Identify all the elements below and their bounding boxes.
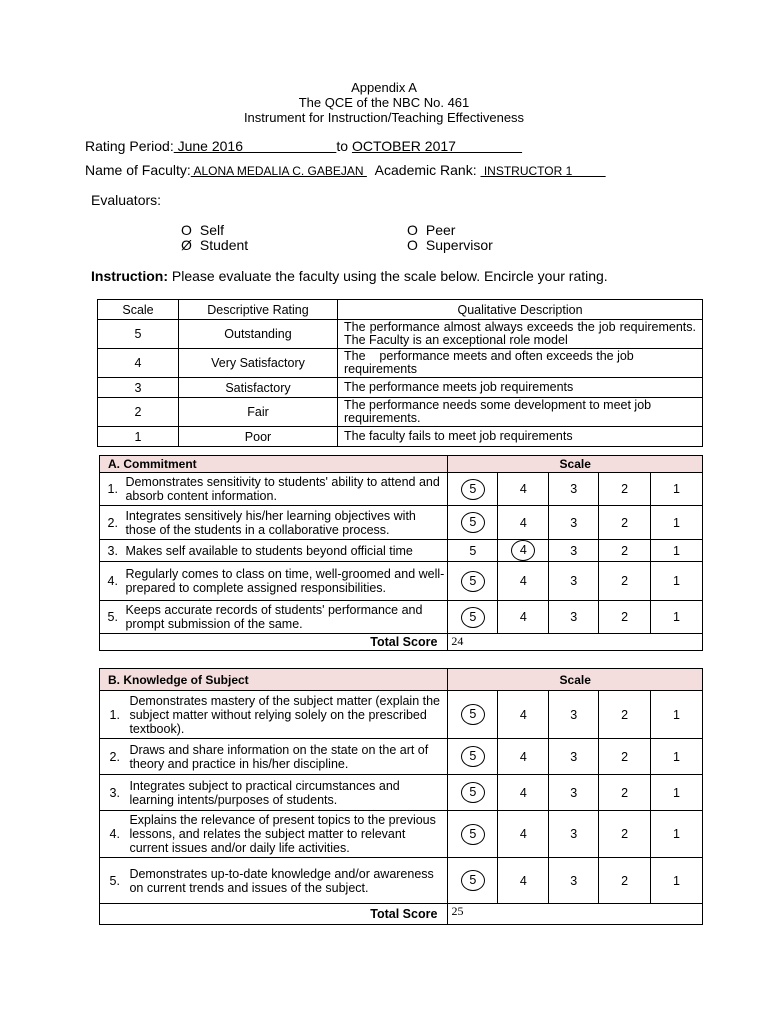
section-a-title: A. Commitment <box>100 456 448 473</box>
rating-option[interactable]: 3 <box>570 873 578 888</box>
rating-cell-3[interactable] <box>549 506 599 540</box>
rating-cell-4[interactable] <box>498 739 549 775</box>
rating-option[interactable]: 1 <box>673 482 680 496</box>
rating-cell-4[interactable] <box>498 506 549 540</box>
rating-cell-3[interactable] <box>549 858 599 904</box>
rating-option[interactable]: 5 <box>461 824 485 845</box>
criterion-text: Keeps accurate records of students' performance and prompt submission of the same. <box>125 601 447 634</box>
rating-cell-3[interactable] <box>549 540 599 562</box>
rating-option[interactable]: 4 <box>519 707 527 722</box>
commitment-table <box>99 455 703 651</box>
rating-option[interactable]: 3 <box>570 785 578 800</box>
criterion-text: Integrates sensitively his/her learning objectives with those of the students in a collaborative process. <box>125 506 447 540</box>
instruction-text: Please evaluate the faculty using the scale below. Encircle your rating. <box>168 268 608 284</box>
criterion-number: 3. <box>100 540 126 562</box>
scale-rating: Poor <box>179 427 338 447</box>
rating-option[interactable]: 3 <box>570 543 578 558</box>
scale-row <box>98 398 703 427</box>
rating-cell-1[interactable] <box>651 739 703 775</box>
appendix-label: Appendix A <box>351 80 417 95</box>
scale-row <box>98 427 703 447</box>
scale-rating: Fair <box>179 398 338 427</box>
rating-period-to: OCTOBER 2017 <box>351 138 523 154</box>
section-a-scale-label: Scale <box>448 456 703 473</box>
rating-cell-3[interactable] <box>549 691 599 739</box>
rating-option[interactable]: 2 <box>621 785 629 800</box>
rating-option[interactable]: 1 <box>673 574 680 588</box>
rating-cell-3[interactable] <box>549 562 599 601</box>
rating-cell-2[interactable] <box>599 811 651 858</box>
scale-description: The performance meets job requirements <box>338 378 703 398</box>
rating-cell-5[interactable] <box>448 739 498 775</box>
rating-option[interactable]: 5 <box>461 512 485 533</box>
rating-option[interactable]: 4 <box>519 515 527 530</box>
criterion-row <box>100 473 703 506</box>
rating-option[interactable]: 2 <box>621 543 629 558</box>
radio-self: O <box>181 222 192 238</box>
rating-cell-3[interactable] <box>549 811 599 858</box>
rating-cell-1[interactable] <box>651 540 703 562</box>
criterion-text: Explains the relevance of present topics to the previous lessons, and relates the subject matter to relevant current issues and/or daily life activities. <box>129 811 447 858</box>
criterion-number: 2. <box>100 506 126 540</box>
rating-option[interactable]: 2 <box>621 574 629 588</box>
scale-description: The faculty fails to meet job requirements <box>338 427 703 447</box>
criterion-row <box>100 739 703 775</box>
criterion-text: Demonstrates up-to-date knowledge and/or awareness on current trends and issues of the subject. <box>129 858 447 904</box>
knowledge-total-row <box>100 904 703 925</box>
scale-table-header <box>98 300 703 320</box>
rating-option[interactable]: 5 <box>461 870 485 891</box>
rating-option[interactable]: 3 <box>570 515 578 530</box>
descriptive-rating-header: Descriptive Rating <box>179 300 338 320</box>
rating-option[interactable]: 3 <box>570 707 578 722</box>
commitment-total-row <box>100 634 703 651</box>
rating-option[interactable]: 3 <box>570 610 578 624</box>
rating-cell-1[interactable] <box>651 506 703 540</box>
criterion-row <box>100 858 703 904</box>
criterion-row <box>100 811 703 858</box>
rating-cell-1[interactable] <box>651 775 703 811</box>
rating-cell-4[interactable] <box>498 540 549 562</box>
criterion-text: Demonstrates mastery of the subject matter (explain the subject matter without relying solely on the prescribed textbook). <box>129 691 447 739</box>
rating-cell-4[interactable] <box>498 562 549 601</box>
evaluator-self <box>181 222 224 238</box>
section-a-total-score: 24 <box>448 634 703 651</box>
rating-period-to-label: to <box>336 138 352 154</box>
radio-supervisor: O <box>407 237 418 253</box>
rating-option[interactable]: 3 <box>570 827 578 841</box>
radio-student-checked: Ø <box>181 237 192 253</box>
scale-rating: Satisfactory <box>179 378 338 398</box>
rating-option[interactable]: 5 <box>461 746 485 767</box>
rating-option[interactable]: 4 <box>511 540 535 561</box>
evaluator-peer <box>407 222 455 238</box>
scale-description: The performance meets and often exceeds the job requirements <box>338 349 703 378</box>
criterion-number: 1. <box>100 473 126 506</box>
instruction-label: Instruction: <box>91 268 168 284</box>
rating-option[interactable]: 5 <box>461 607 485 628</box>
section-b-scale-label: Scale <box>448 669 703 691</box>
criterion-row <box>100 691 703 739</box>
rating-cell-2[interactable] <box>599 858 651 904</box>
rating-cell-2[interactable] <box>599 562 651 601</box>
section-a-total-label: Total Score <box>100 634 448 651</box>
rating-period-label: Rating Period: <box>85 138 174 154</box>
rating-option[interactable]: 1 <box>673 543 680 558</box>
rating-cell-3[interactable] <box>549 473 599 506</box>
rating-cell-3[interactable] <box>549 775 599 811</box>
rating-cell-5[interactable] <box>448 540 498 562</box>
criterion-number: 4. <box>100 811 130 858</box>
commitment-header <box>100 456 703 473</box>
document-title: Instrument for Instruction/Teaching Effectiveness <box>243 110 525 125</box>
rating-option[interactable]: 2 <box>621 749 629 764</box>
rating-option[interactable]: 1 <box>673 873 680 888</box>
rating-cell-1[interactable] <box>651 691 703 739</box>
criterion-row <box>100 562 703 601</box>
rating-option[interactable]: 5 <box>461 704 485 725</box>
evaluator-student-label: Student <box>199 237 249 253</box>
rating-cell-2[interactable] <box>599 739 651 775</box>
evaluator-supervisor <box>407 237 493 253</box>
knowledge-header <box>100 669 703 691</box>
criterion-text: Demonstrates sensitivity to students' ability to attend and absorb content information. <box>125 473 447 506</box>
rating-cell-2[interactable] <box>599 601 651 634</box>
rating-option[interactable]: 3 <box>570 482 578 496</box>
scale-description: The performance needs some development to meet job requirements. <box>338 398 703 427</box>
rating-option[interactable]: 3 <box>570 749 578 764</box>
rating-cell-1[interactable] <box>651 811 703 858</box>
faculty-row <box>85 162 606 178</box>
criterion-text: Integrates subject to practical circumstances and learning intents/purposes of students. <box>129 775 447 811</box>
scale-row <box>98 320 703 349</box>
scale-value: 1 <box>98 427 179 447</box>
section-b-total-score: 25 <box>448 904 703 925</box>
rating-option[interactable]: 4 <box>519 610 527 624</box>
criterion-text: Regularly comes to class on time, well-groomed and well-prepared to complete assigned responsibilities. <box>125 562 447 601</box>
rating-option[interactable]: 4 <box>519 482 527 496</box>
criterion-row <box>100 540 703 562</box>
rating-option[interactable]: 1 <box>673 827 680 841</box>
section-b-title: B. Knowledge of Subject <box>100 669 448 691</box>
rating-option[interactable]: 2 <box>621 827 629 841</box>
rating-option[interactable]: 4 <box>519 873 527 888</box>
rating-period-row <box>85 138 522 154</box>
rating-option[interactable]: 2 <box>621 873 629 888</box>
rating-option[interactable]: 5 <box>469 543 477 558</box>
rating-cell-4[interactable] <box>498 775 549 811</box>
academic-rank-label: Academic Rank: <box>374 162 477 178</box>
rating-scale-table <box>97 299 703 447</box>
rating-option[interactable]: 3 <box>570 574 578 588</box>
rating-option[interactable]: 5 <box>461 479 485 500</box>
rating-option[interactable]: 2 <box>621 707 629 722</box>
radio-peer: O <box>407 222 418 238</box>
rating-cell-5[interactable] <box>448 691 498 739</box>
scale-rating: Very Satisfactory <box>179 349 338 378</box>
rating-cell-3[interactable] <box>549 601 599 634</box>
rating-option[interactable]: 1 <box>673 610 680 624</box>
rating-cell-5[interactable] <box>448 601 498 634</box>
rating-cell-5[interactable] <box>448 473 498 506</box>
evaluator-supervisor-label: Supervisor <box>425 237 493 253</box>
rating-cell-1[interactable] <box>651 601 703 634</box>
rating-cell-1[interactable] <box>651 562 703 601</box>
criterion-text: Draws and share information on the state on the art of theory and practice in his/her discipline. <box>129 739 447 775</box>
rating-option[interactable]: 5 <box>461 782 485 803</box>
rating-cell-4[interactable] <box>498 473 549 506</box>
evaluator-self-label: Self <box>199 222 225 238</box>
rating-option[interactable]: 2 <box>621 482 629 496</box>
academic-rank: INSTRUCTOR 1 <box>480 164 606 178</box>
knowledge-table <box>99 668 703 925</box>
criterion-row <box>100 601 703 634</box>
rating-option[interactable]: 1 <box>673 707 680 722</box>
faculty-name-label: Name of Faculty: <box>85 162 191 178</box>
rating-period-from: June 2016 <box>173 138 337 154</box>
section-b-total-label: Total Score <box>100 904 448 925</box>
faculty-name: ALONA MEDALIA C. GABEJAN <box>190 164 367 178</box>
evaluators-label: Evaluators: <box>91 192 162 208</box>
rating-cell-2[interactable] <box>599 540 651 562</box>
rating-cell-5[interactable] <box>448 775 498 811</box>
scale-row <box>98 349 703 378</box>
rating-option[interactable]: 1 <box>673 749 680 764</box>
scale-value: 5 <box>98 320 179 349</box>
rating-cell-2[interactable] <box>599 473 651 506</box>
rating-cell-5[interactable] <box>448 811 498 858</box>
criterion-number: 5. <box>100 858 130 904</box>
rating-cell-4[interactable] <box>498 601 549 634</box>
rating-cell-2[interactable] <box>599 775 651 811</box>
criterion-number: 2. <box>100 739 130 775</box>
rating-option[interactable]: 4 <box>519 827 527 841</box>
rating-cell-4[interactable] <box>498 811 549 858</box>
rating-cell-5[interactable] <box>448 562 498 601</box>
scale-header: Scale <box>98 300 179 320</box>
rating-cell-5[interactable] <box>448 506 498 540</box>
rating-cell-3[interactable] <box>549 739 599 775</box>
scale-value: 3 <box>98 378 179 398</box>
criterion-number: 1. <box>100 691 130 739</box>
criterion-text: Makes self available to students beyond official time <box>125 540 447 562</box>
rating-option[interactable]: 1 <box>673 515 680 530</box>
document-subtitle: The QCE of the NBC No. 461 <box>298 95 470 110</box>
rating-option[interactable]: 5 <box>461 571 485 592</box>
scale-description: The performance almost always exceeds the job requirements. The Faculty is an exceptional role model <box>338 320 703 349</box>
evaluator-student <box>181 237 248 253</box>
rating-cell-2[interactable] <box>599 691 651 739</box>
rating-cell-1[interactable] <box>651 473 703 506</box>
rating-option[interactable]: 2 <box>621 610 629 624</box>
criterion-number: 3. <box>100 775 130 811</box>
rating-option[interactable]: 1 <box>673 785 680 800</box>
rating-option[interactable]: 4 <box>519 749 527 764</box>
scale-value: 2 <box>98 398 179 427</box>
scale-rating: Outstanding <box>179 320 338 349</box>
criterion-row <box>100 506 703 540</box>
evaluator-peer-label: Peer <box>425 222 456 238</box>
rating-option[interactable]: 4 <box>519 574 527 588</box>
rating-cell-5[interactable] <box>448 858 498 904</box>
criterion-number: 4. <box>100 562 126 601</box>
criterion-number: 5. <box>100 601 126 634</box>
scale-value: 4 <box>98 349 179 378</box>
criterion-row <box>100 775 703 811</box>
scale-row <box>98 378 703 398</box>
instruction-row <box>91 268 608 284</box>
rating-option[interactable]: 2 <box>621 515 629 530</box>
qualitative-description-header: Qualitative Description <box>338 300 703 320</box>
rating-cell-4[interactable] <box>498 691 549 739</box>
rating-cell-1[interactable] <box>651 858 703 904</box>
rating-cell-4[interactable] <box>498 858 549 904</box>
rating-option[interactable]: 4 <box>519 785 527 800</box>
rating-cell-2[interactable] <box>599 506 651 540</box>
